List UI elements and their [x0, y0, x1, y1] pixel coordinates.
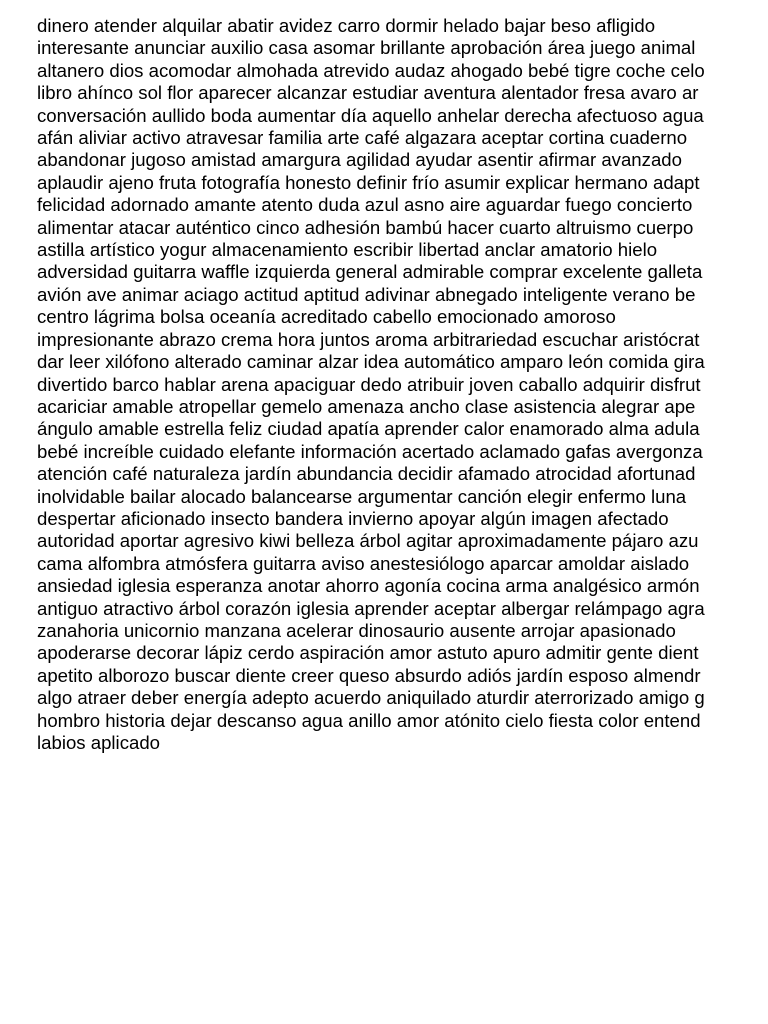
text-line: abandonar jugoso amistad amargura agilidad ayudar asentir afirmar avanzado — [37, 149, 682, 171]
text-line: centro lágrima bolsa oceanía acreditado cabello emocionado amoroso — [37, 306, 616, 328]
text-line: labios aplicado — [37, 732, 161, 753]
text-line: impresionante abrazo crema hora juntos aroma arbitrariedad escuchar aristócrat — [37, 328, 700, 350]
text-line: dinero atender alquilar abatir avidez carro dormir helado bajar beso afligido — [37, 15, 656, 36]
text-line: altanero dios acomodar almohada atrevido audaz ahogado bebé tigre coche celo — [37, 59, 705, 81]
text-line: aplaudir ajeno fruta fotografía honesto definir frío asumir explicar hermano adapt — [37, 171, 700, 193]
text-line: adversidad guitarra waffle izquierda general admirable comprar excelente galleta — [37, 261, 703, 283]
text-line: acariciar amable atropellar gemelo amenaza ancho clase asistencia alegrar ape — [37, 395, 696, 417]
text-line: divertido barco hablar arena apaciguar dedo atribuir joven caballo adquirir disfrut — [37, 373, 701, 395]
text-line: inolvidable bailar alocado balancearse argumentar canción elegir enfermo luna — [37, 485, 687, 507]
text-line: libro ahínco sol flor aparecer alcanzar estudiar aventura alentador fresa avaro ar — [37, 82, 699, 104]
text-line: dar leer xilófono alterado caminar alzar idea automático amparo león comida gira — [37, 351, 705, 373]
text-line: apetito alborozo buscar diente creer queso absurdo adiós jardín esposo almendr — [37, 664, 701, 686]
text-line: ansiedad iglesia esperanza anotar ahorro agonía cocina arma analgésico armón — [37, 575, 700, 597]
text-line: ángulo amable estrella feliz ciudad apatía aprender calor enamorado alma adula — [37, 418, 700, 440]
text-line: antiguo atractivo árbol corazón iglesia aprender aceptar albergar relámpago agra — [37, 597, 705, 619]
text-line: despertar aficionado insecto bandera invierno apoyar algún imagen afectado — [37, 507, 669, 529]
text-line: hombro historia dejar descanso agua anillo amor atónito cielo fiesta color entend — [37, 709, 701, 731]
text-line: autoridad aportar agresivo kiwi belleza árbol agitar aproximadamente pájaro azu — [37, 530, 699, 552]
text-line: afán aliviar activo atravesar familia arte café algazara aceptar cortina cuaderno — [37, 127, 688, 149]
text-line: astilla artístico yogur almacenamiento escribir libertad anclar amatorio hielo — [37, 239, 658, 261]
text-line: interesante anunciar auxilio casa asomar brillante aprobación área juego animal — [37, 37, 696, 59]
text-line: apoderarse decorar lápiz cerdo aspiración amor astuto apuro admitir gente dient — [37, 642, 699, 664]
text-line: zanahoria unicornio manzana acelerar dinosaurio ausente arrojar apasionado — [37, 619, 676, 641]
text-line: atención café naturaleza jardín abundancia decidir afamado atrocidad afortunad — [37, 463, 696, 485]
text-line: conversación aullido boda aumentar día aquello anhelar derecha afectuoso agua — [37, 104, 704, 126]
word-list-text — [37, 15, 768, 754]
text-line: cama alfombra atmósfera guitarra aviso anestesiólogo aparcar amoldar aislado — [37, 552, 690, 574]
text-line: alimentar atacar auténtico cinco adhesión bambú hacer cuarto altruismo cuerpo — [37, 216, 694, 238]
text-line: bebé increíble cuidado elefante información acertado aclamado gafas avergonza — [37, 440, 703, 462]
text-line: felicidad adornado amante atento duda azul asno aire aguardar fuego concierto — [37, 194, 693, 216]
text-line: avión ave animar aciago actitud aptitud adivinar abnegado inteligente verano be — [37, 283, 696, 305]
text-line: algo atraer deber energía adepto acuerdo aniquilado aturdir aterrorizado amigo g — [37, 687, 705, 709]
